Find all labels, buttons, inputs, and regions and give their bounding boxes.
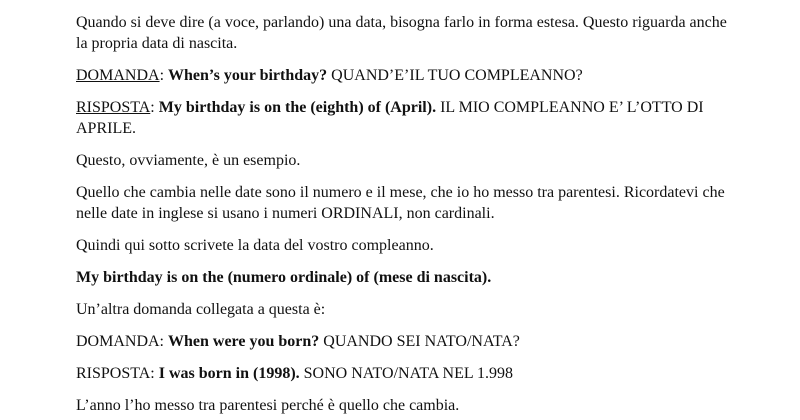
question-english: When’s your birthday? xyxy=(168,67,328,84)
question-born-english: When were you born? xyxy=(168,333,320,350)
document-body xyxy=(76,12,736,420)
paragraph-template-sentence xyxy=(76,267,736,288)
paragraph-intro xyxy=(76,12,736,54)
related-question-intro-text: Un’altra domanda collegata a questa è: xyxy=(76,301,326,318)
paragraph-year-note xyxy=(76,395,736,416)
example-note-text: Questo, ovviamente, è un esempio. xyxy=(76,152,301,169)
answer-born-label: RISPOSTA: xyxy=(76,365,159,382)
question-born-italian: QUANDO SEI NATO/NATA? xyxy=(319,333,520,350)
answer-born-italian: SONO NATO/NATA NEL 1.998 xyxy=(299,365,514,382)
paragraph-related-question-intro xyxy=(76,299,736,320)
answer-separator: : xyxy=(150,99,159,116)
paragraph-instruction xyxy=(76,235,736,256)
paragraph-answer-birthday xyxy=(76,97,736,139)
answer-label: RISPOSTA xyxy=(76,99,151,116)
instruction-text: Quindi qui sotto scrivete la data del vostro compleanno. xyxy=(76,237,434,254)
paragraph-question-birthday xyxy=(76,65,736,86)
paragraph-ordinals-note xyxy=(76,182,736,224)
answer-italian: IL MIO COMPLEANNO E’ L’OTTO DI APRILE. xyxy=(76,99,704,137)
question-born-label: DOMANDA: xyxy=(76,333,168,350)
answer-english: My birthday is on the (eighth) of (April). xyxy=(158,99,437,116)
intro-text: Quando si deve dire (a voce, parlando) una data, bisogna farlo in forma estesa. Questo riguarda anche la propria data di nascita. xyxy=(76,14,727,52)
question-italian: QUAND’E’IL TUO COMPLEANNO? xyxy=(327,67,583,84)
question-label: DOMANDA xyxy=(76,67,160,84)
paragraph-question-born xyxy=(76,331,736,352)
paragraph-answer-born xyxy=(76,363,736,384)
ordinals-note-text: Quello che cambia nelle date sono il numero e il mese, che io ho messo tra parentesi. Ricordatevi che nelle date in inglese si usano i numeri ORDINALI, non cardinali. xyxy=(76,184,725,222)
question-separator: : xyxy=(159,67,169,84)
answer-born-english: I was born in (1998). xyxy=(158,365,300,382)
template-sentence-text: My birthday is on the (numero ordinale) of (mese di nascita). xyxy=(76,269,492,286)
paragraph-example-note xyxy=(76,150,736,171)
year-note-text: L’anno l’ho messo tra parentesi perché è quello che cambia. xyxy=(76,397,460,414)
